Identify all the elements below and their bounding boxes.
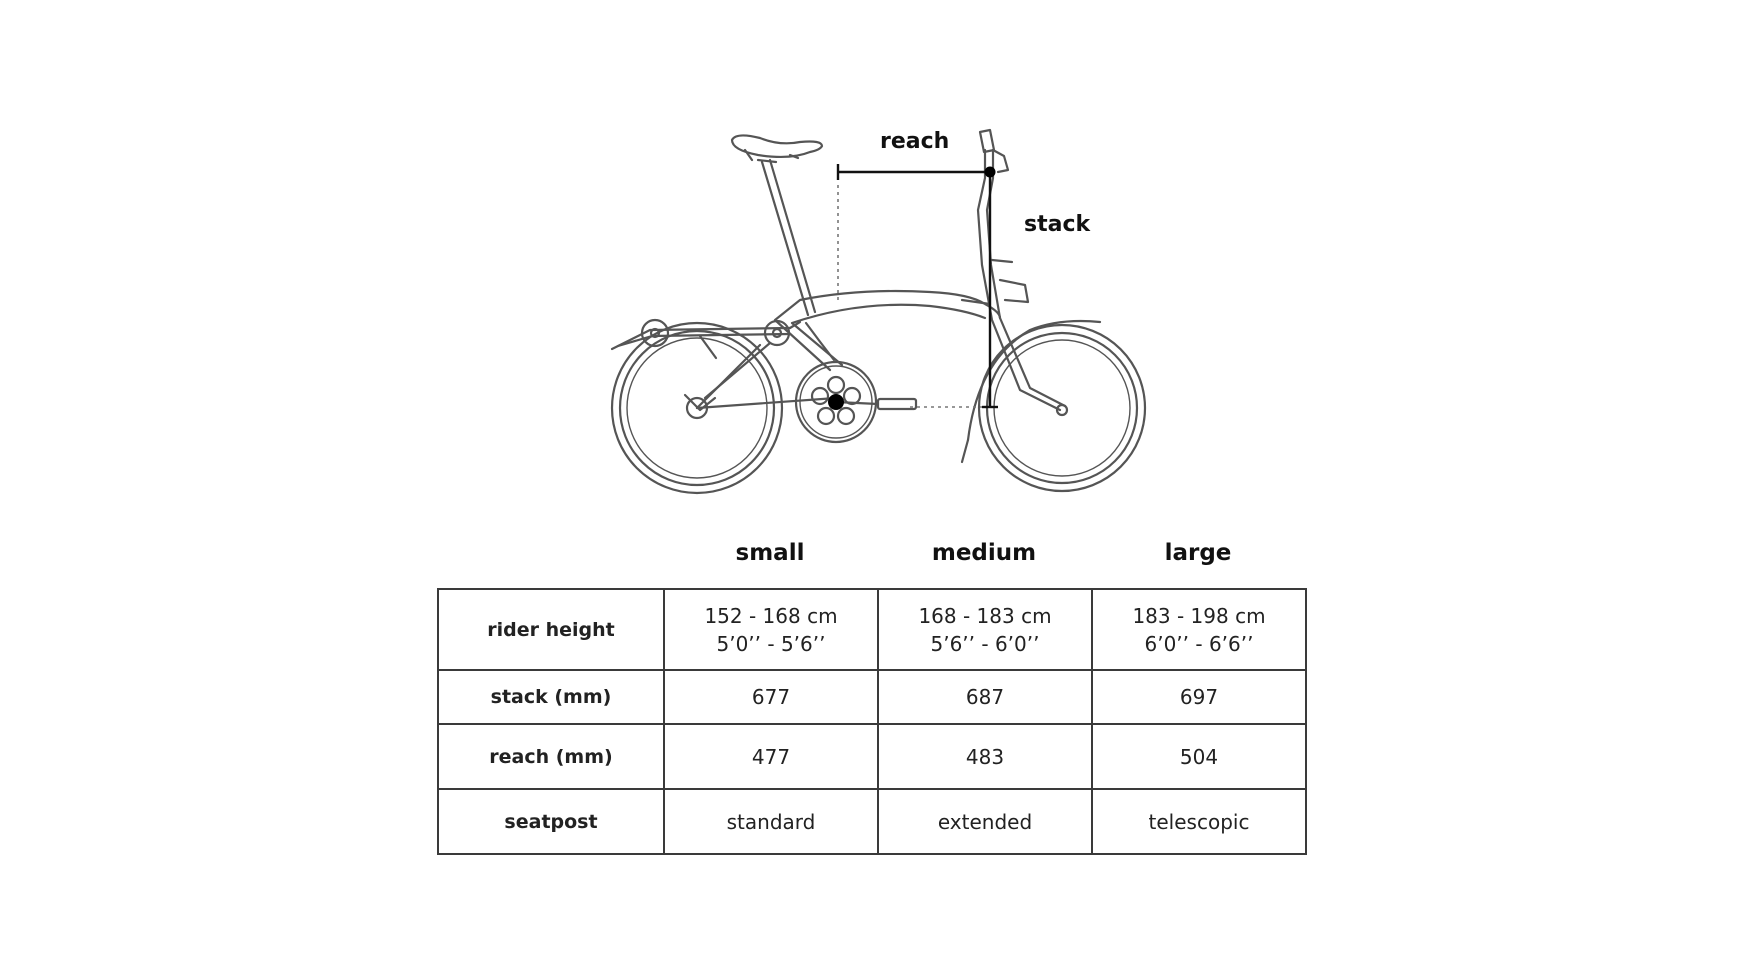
head-tube-point — [985, 167, 996, 178]
reach-label: reach — [880, 129, 950, 154]
cell-medium-reach: 483 — [878, 724, 1092, 789]
stack-label: stack — [1024, 212, 1091, 237]
cell-medium-seatpost: extended — [878, 789, 1092, 854]
row-label-reach: reach (mm) — [438, 724, 664, 789]
size-header-small: small — [735, 540, 805, 566]
cell-small-stack: 677 — [664, 670, 878, 724]
cell-small-reach: 477 — [664, 724, 878, 789]
cell-large-seatpost: telescopic — [1092, 789, 1306, 854]
table-row — [438, 724, 1306, 789]
geometry-table — [437, 588, 1307, 855]
cell-small-rider-height: 152 - 168 cm 5’0’’ - 5’6’’ — [664, 589, 878, 670]
size-header-medium: medium — [931, 540, 1037, 566]
frame — [685, 291, 1000, 410]
size-headers — [0, 540, 1740, 580]
stack-measurement — [910, 172, 998, 407]
row-label-stack: stack (mm) — [438, 670, 664, 724]
table-row — [438, 589, 1306, 670]
cell-small-seatpost: standard — [664, 789, 878, 854]
row-label-seatpost: seatpost — [438, 789, 664, 854]
saddle — [732, 135, 822, 160]
cell-medium-rider-height: 168 - 183 cm 5’6’’ - 6’0’’ — [878, 589, 1092, 670]
size-header-large: large — [1164, 540, 1232, 566]
table-row — [438, 670, 1306, 724]
seatpost — [758, 160, 815, 315]
table-row — [438, 789, 1306, 854]
cell-large-reach: 504 — [1092, 724, 1306, 789]
cell-medium-stack: 687 — [878, 670, 1092, 724]
cell-large-rider-height: 183 - 198 cm 6’0’’ - 6’6’’ — [1092, 589, 1306, 670]
bottom-bracket-point — [828, 394, 844, 410]
row-label-rider-height: rider height — [438, 589, 664, 670]
reach-measurement — [838, 164, 990, 300]
chainring — [796, 362, 916, 442]
cell-large-stack: 697 — [1092, 670, 1306, 724]
